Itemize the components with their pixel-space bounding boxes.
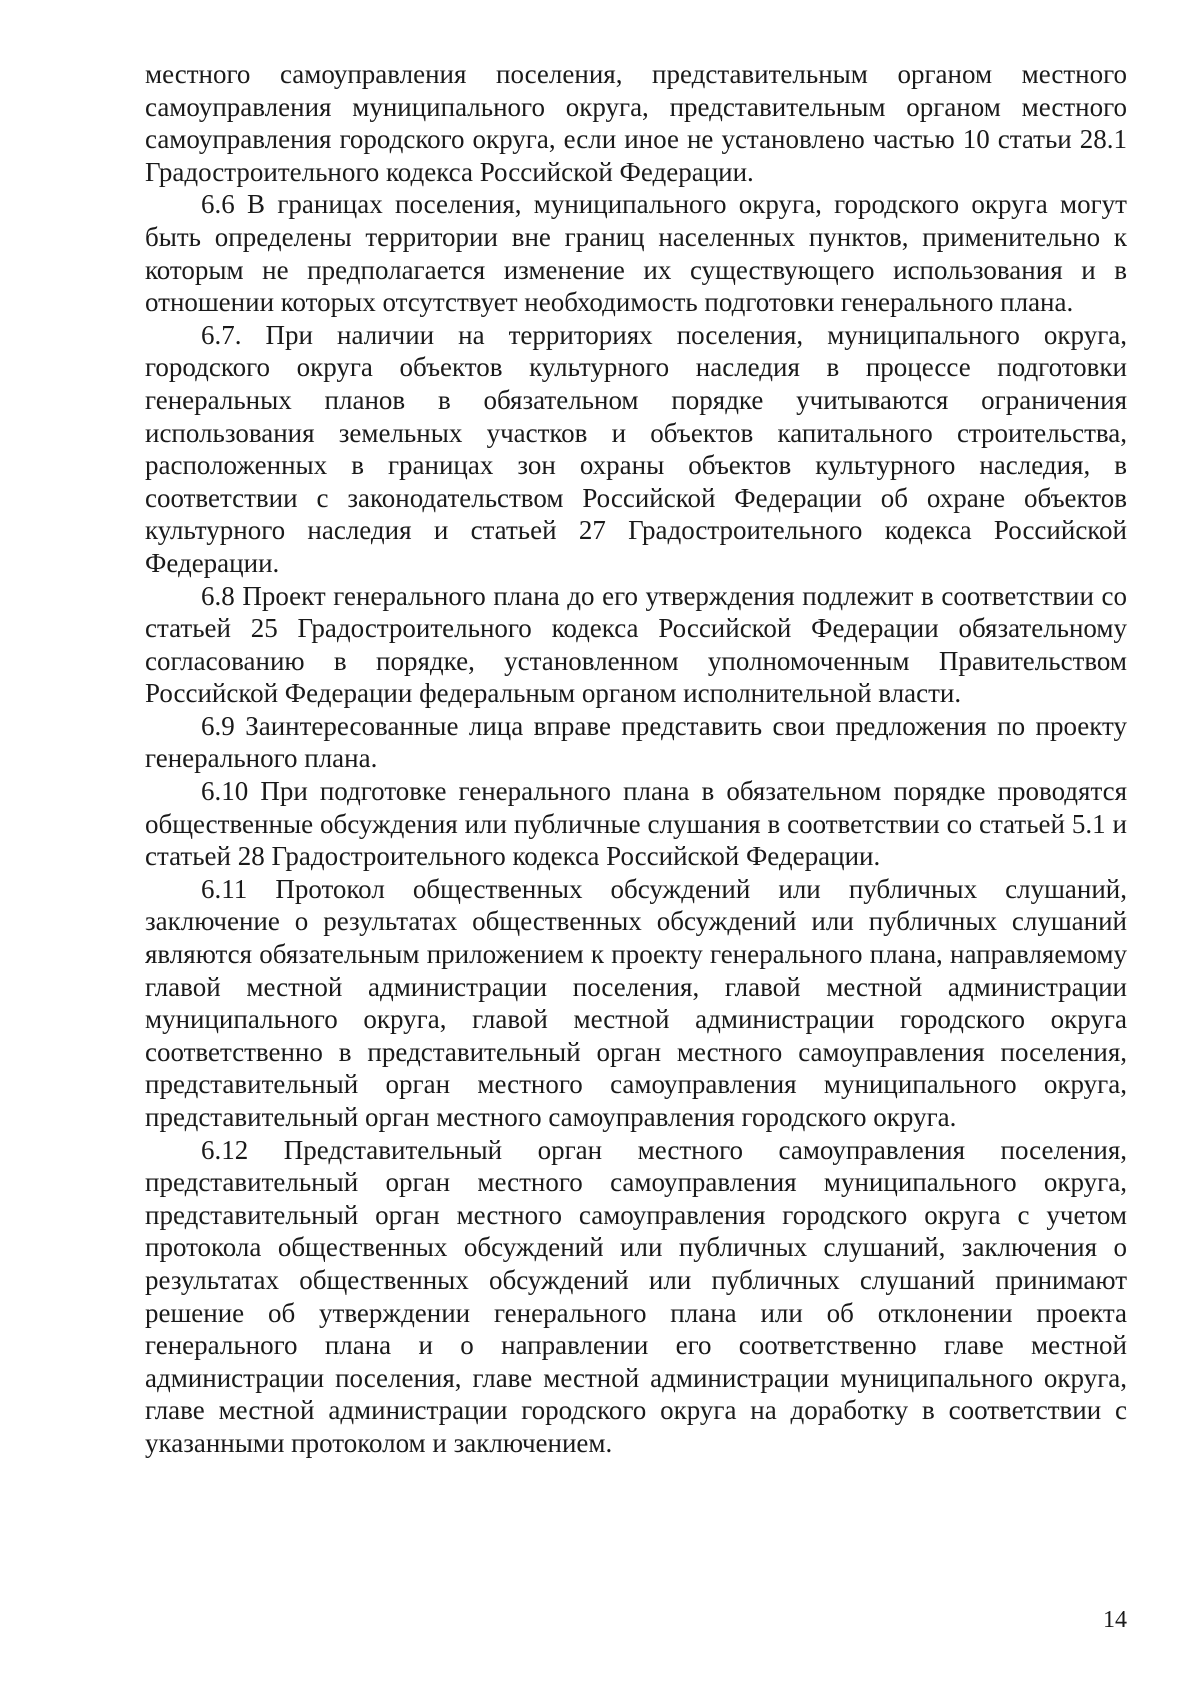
paragraph-6-8: 6.8 Проект генерального плана до его утверждения подлежит в соответствии со статьей 25 Градостроительного кодекса Российской Федерации обязательному согласованию в порядке, установленном уполномоченным Правительством Российской Федерации федеральным органом исполнительной власти. — [145, 580, 1127, 709]
paragraph-6-7: 6.7. При наличии на территориях поселения, муниципального округа, городского округа объектов культурного наследия в процессе подготовки генеральных планов в обязательном порядке учитываются ограничения использования земельных участков и объектов капитального строительства, расположенных в границах зон охраны объектов культурного наследия, в соответствии с законодательством Российской Федерации об охране объектов культурного наследия и статьей 27 Градостроительного кодекса Российской Федерации. — [145, 319, 1127, 578]
paragraph-6-12: 6.12 Представительный орган местного самоуправления поселения, представительный орган местного самоуправления муниципального округа, представительный орган местного самоуправления городского округа с учетом протокола общественных обсуждений или публичных слушаний, заключения о результатах общественных обсуждений или публичных слушаний принимают решение об утверждении генерального плана или об отклонении проекта генерального плана и о направлении его соответственно главе местной администрации поселения, главе местной администрации муниципального округа, главе местной администрации городского округа на доработку в соответствии с указанными протоколом и заключением. — [145, 1134, 1127, 1458]
paragraph-6-11: 6.11 Протокол общественных обсуждений или публичных слушаний, заключение о результатах общественных обсуждений или публичных слушаний являются обязательным приложением к проекту генерального плана, направляемому главой местной администрации поселения, главой местной администрации муниципального округа, главой местной администрации городского округа соответственно в представительный орган местного самоуправления поселения, представительный орган местного самоуправления муниципального округа, представительный орган местного самоуправления городского округа. — [145, 873, 1127, 1132]
page-number: 14 — [1103, 1607, 1127, 1633]
document-page — [145, 58, 1127, 1460]
paragraph-continuation: местного самоуправления поселения, представительным органом местного самоуправления муниципального округа, представительным органом местного самоуправления городского округа, если иное не установлено частью 10 статьи 28.1 Градостроительного кодекса Российской Федерации. — [145, 59, 1127, 187]
paragraph-6-9: 6.9 Заинтересованные лица вправе представить свои предложения по проекту генерального плана. — [145, 710, 1127, 774]
paragraph-6-6: 6.6 В границах поселения, муниципального округа, городского округа могут быть определены территории вне границ населенных пунктов, применительно к которым не предполагается изменение их существующего использования и в отношении которых отсутствует необходимость подготовки генерального плана. — [145, 189, 1127, 318]
paragraph-6-10: 6.10 При подготовке генерального плана в обязательном порядке проводятся общественные обсуждения или публичные слушания в соответствии со статьей 5.1 и статьей 28 Градостроительного кодекса Российской Федерации. — [145, 776, 1127, 872]
